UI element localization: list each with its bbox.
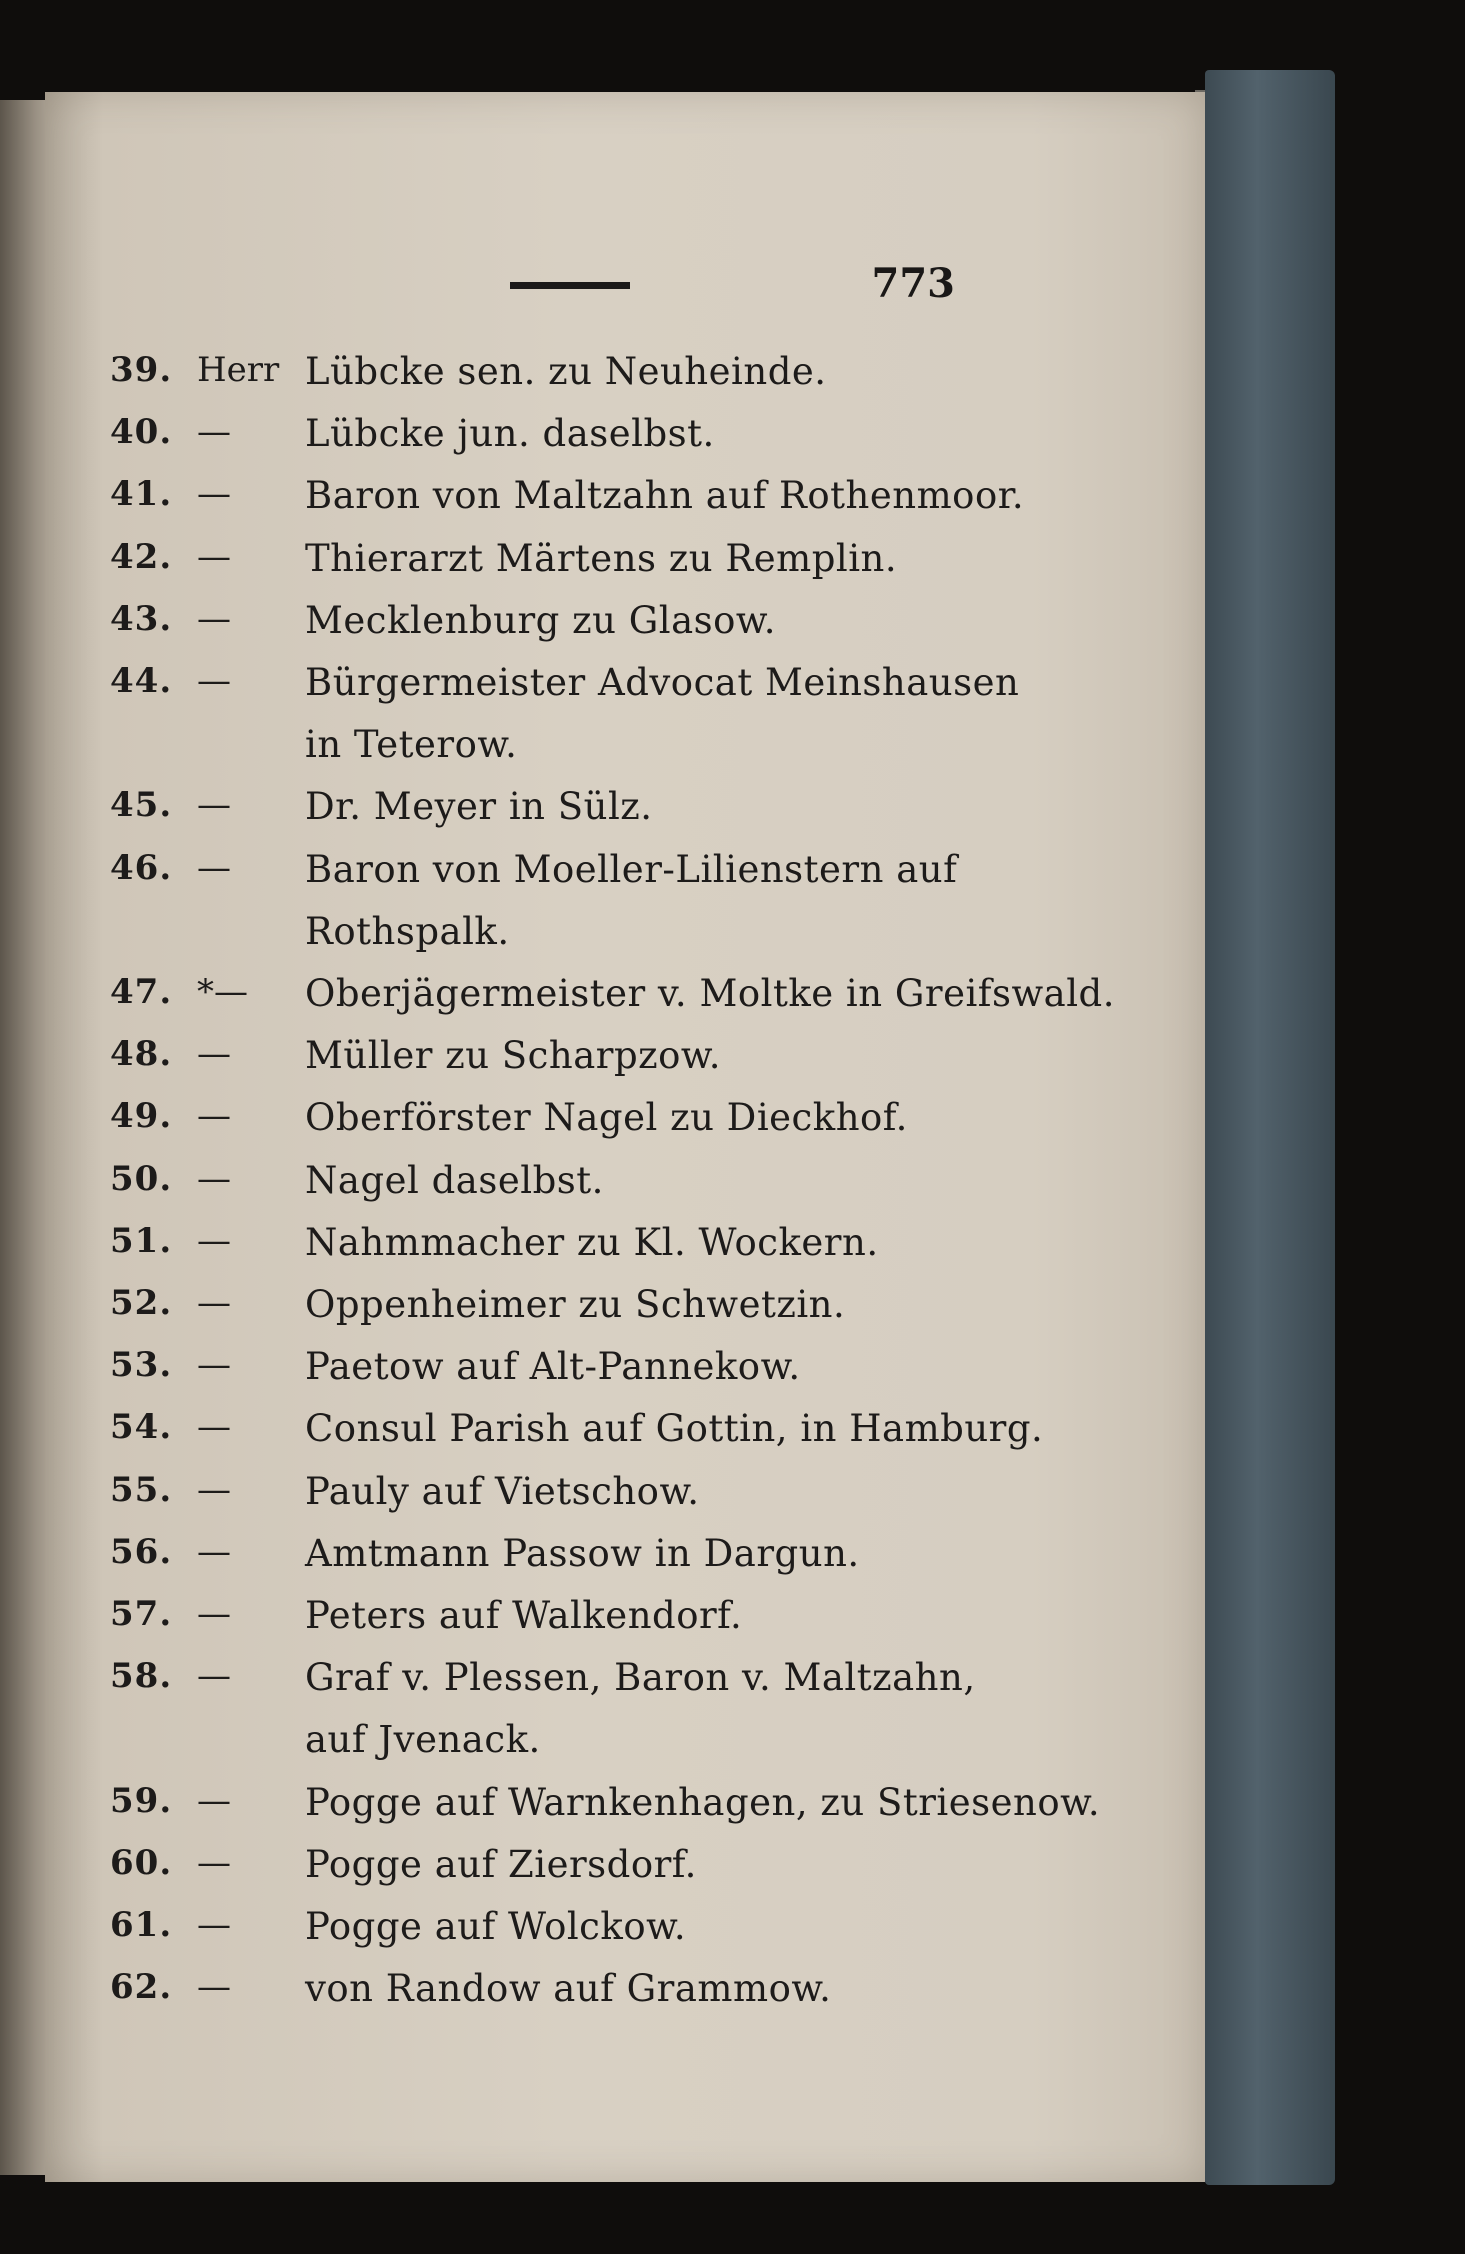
entry-number: 47. (110, 972, 173, 1012)
entry-ditto-mark: — (197, 1407, 231, 1448)
entry-text: Pogge auf Wolckow. (305, 1905, 687, 1948)
list-entry (45, 412, 1205, 472)
entry-text: Baron von Maltzahn auf Rothenmoor. (305, 474, 1025, 518)
entry-text: Thierarzt Märtens zu Remplin. (305, 536, 898, 580)
list-entry (45, 1345, 1205, 1405)
entry-text: Lübcke jun. daselbst. (305, 412, 715, 456)
entry-text: von Randow auf Grammow. (305, 1967, 832, 2011)
entry-text: auf Jvenack. (305, 1718, 541, 1762)
entry-text: Peters auf Walkendorf. (305, 1594, 743, 1637)
entry-ditto-mark: — (197, 1220, 231, 1261)
list-entry (45, 1532, 1205, 1592)
entry-number: 51. (110, 1220, 173, 1261)
entry-text: Oberförster Nagel zu Dieckhof. (305, 1096, 908, 1140)
entry-ditto-mark: — (197, 661, 231, 701)
entry-number: 59. (110, 1780, 173, 1821)
list-entry (45, 1221, 1205, 1281)
list-entry-continuation (45, 723, 1205, 783)
entry-text: Oberjägermeister v. Moltke in Greifswald. (305, 972, 1115, 1015)
entry-ditto-mark: — (197, 1034, 231, 1075)
list-entry (45, 1905, 1205, 1965)
book-page (45, 92, 1205, 2182)
entry-text: Rothspalk. (305, 909, 510, 953)
entry-ditto-mark: — (197, 785, 231, 826)
entry-number: 58. (110, 1656, 173, 1697)
entry-ditto-mark: *— (197, 972, 248, 1012)
entry-number: 48. (110, 1034, 173, 1075)
list-entry-continuation (45, 910, 1205, 970)
entry-number: 40. (110, 412, 173, 453)
entry-text: Pauly auf Vietschow. (305, 1469, 700, 1513)
entry-text: Paetow auf Alt-Pannekow. (305, 1345, 801, 1389)
entry-number: 46. (110, 847, 173, 888)
book-cover-board (1205, 70, 1335, 2185)
entry-ditto-mark: — (197, 1531, 231, 1572)
list-entry (45, 1594, 1205, 1654)
list-entry (45, 972, 1205, 1032)
entry-text: Baron von Moeller-Lilienstern auf (305, 847, 958, 891)
entry-ditto-mark: — (197, 1967, 231, 2008)
entry-text: in Teterow. (305, 723, 518, 767)
entry-text: Lübcke sen. zu Neuheinde. (305, 350, 827, 393)
entry-number: 44. (110, 661, 173, 701)
entry-ditto-mark: — (197, 1656, 231, 1697)
entry-number: 62. (110, 1967, 173, 2008)
entry-number: 43. (110, 598, 173, 639)
entry-ditto-mark: — (197, 1345, 231, 1386)
entry-number: 50. (110, 1158, 173, 1199)
entry-text: Bürgermeister Advocat Meinshausen (305, 661, 1020, 704)
page-number: 773 (871, 260, 955, 307)
list-entry (45, 1781, 1205, 1841)
list-entry (45, 1967, 1205, 2027)
entry-ditto-mark: — (197, 598, 231, 639)
entry-number: 57. (110, 1594, 173, 1634)
list-entry (45, 661, 1205, 721)
list-entry (45, 537, 1205, 597)
entry-ditto-mark: — (197, 847, 231, 888)
entry-text: Oppenheimer zu Schwetzin. (305, 1283, 846, 1326)
entry-ditto-mark: — (197, 536, 231, 577)
list-entry (45, 848, 1205, 908)
entry-ditto-mark: — (197, 1905, 231, 1945)
list-entry (45, 1159, 1205, 1219)
list-entry (45, 785, 1205, 845)
entry-text: Pogge auf Warnkenhagen, zu Striesenow. (305, 1780, 1101, 1824)
entry-ditto-mark: — (197, 474, 231, 515)
entry-number: 52. (110, 1283, 173, 1323)
entry-text: Müller zu Scharpzow. (305, 1034, 721, 1078)
entry-number: 41. (110, 474, 173, 515)
entry-ditto-mark: — (197, 1780, 231, 1821)
entry-ditto-mark: — (197, 1469, 231, 1510)
list-entry (45, 1470, 1205, 1530)
entry-text: Consul Parish auf Gottin, in Hamburg. (305, 1407, 1044, 1451)
entry-number: 45. (110, 785, 173, 826)
list-entry (45, 350, 1205, 410)
list-entry-continuation (45, 1718, 1205, 1778)
entry-text: Nahmmacher zu Kl. Wockern. (305, 1220, 879, 1264)
entry-ditto-mark: — (197, 1594, 231, 1634)
entry-number: 42. (110, 536, 173, 577)
entry-text: Nagel daselbst. (305, 1158, 604, 1202)
entry-number: 56. (110, 1531, 173, 1572)
entry-number: 53. (110, 1345, 173, 1386)
list-entry (45, 1096, 1205, 1156)
entry-number: 49. (110, 1096, 173, 1137)
entry-number: 55. (110, 1469, 173, 1510)
list-entry (45, 1656, 1205, 1716)
entry-ditto-mark: — (197, 1158, 231, 1199)
list-entry (45, 1283, 1205, 1343)
entry-ditto-mark: — (197, 412, 231, 453)
entry-number: 60. (110, 1842, 173, 1883)
entry-ditto-mark: — (197, 1283, 231, 1323)
list-entry (45, 474, 1205, 534)
entry-text: Amtmann Passow in Dargun. (305, 1531, 860, 1575)
list-entry (45, 1034, 1205, 1094)
list-entry (45, 1843, 1205, 1903)
entry-number: 54. (110, 1407, 173, 1448)
header-rule (510, 282, 630, 289)
entry-text: Pogge auf Ziersdorf. (305, 1842, 697, 1886)
entry-text: Dr. Meyer in Sülz. (305, 785, 653, 829)
entry-number: 61. (110, 1905, 173, 1945)
entry-text: Graf v. Plessen, Baron v. Maltzahn, (305, 1656, 976, 1700)
list-entry (45, 1407, 1205, 1467)
entry-text: Mecklenburg zu Glasow. (305, 598, 776, 642)
entry-ditto-mark: — (197, 1842, 231, 1883)
list-entry (45, 599, 1205, 659)
entry-ditto-mark: Herr (197, 350, 280, 390)
entry-ditto-mark: — (197, 1096, 231, 1137)
entry-number: 39. (110, 350, 173, 390)
